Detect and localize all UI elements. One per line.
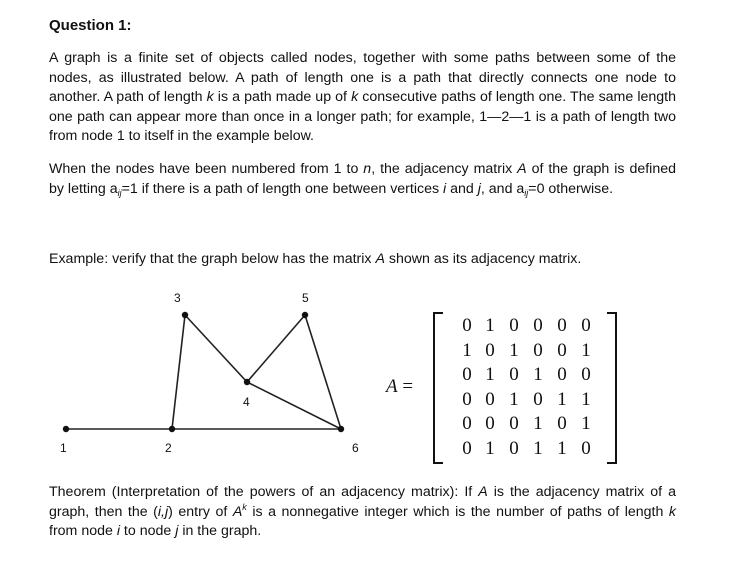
matrix-cell: 0	[462, 413, 472, 435]
text: of the graph is defined by letting a	[49, 161, 677, 197]
var-j: j	[477, 180, 481, 197]
matrix-cell: 1	[557, 388, 567, 410]
text: When the nodes have been numbered from 1 to	[49, 161, 364, 177]
matrix-cell: 1	[533, 438, 543, 459]
matrix-cell: 0	[462, 315, 472, 336]
text: consecutive paths of length one. The same length one path can appear more than once in a longer path; for example, 1—2—1 is a path of length two from node 1 to itself in the example below.	[49, 89, 676, 145]
edge-5-6	[305, 315, 341, 429]
var-j: j	[175, 523, 179, 540]
text: ) entry of	[168, 503, 233, 520]
matrix-cell: 1	[581, 339, 591, 361]
matrix-cell: 0	[557, 339, 567, 361]
node-4	[244, 379, 250, 385]
superscript-k: k	[242, 501, 247, 512]
matrix-cell: 1	[533, 364, 543, 386]
text: , and a	[480, 180, 525, 197]
subscript-ij: ij	[524, 187, 529, 198]
var-n: n	[363, 161, 372, 177]
matrix-cell: 0	[509, 438, 519, 459]
var-k: k	[206, 89, 214, 106]
node-label-4: 4	[243, 395, 250, 409]
matrix-cell: 0	[557, 364, 567, 386]
matrix-cell: 1	[533, 413, 543, 435]
text: is a path made up of	[213, 89, 352, 106]
node-3	[182, 312, 188, 318]
text: from node	[49, 523, 117, 540]
matrix-cell: 1	[485, 438, 495, 459]
matrix-cell: 0	[509, 315, 519, 336]
matrix-cell: 0	[533, 315, 543, 336]
var-A: A	[375, 251, 385, 267]
node-label-6: 6	[352, 441, 359, 455]
node-label-2: 2	[165, 441, 172, 455]
text: Theorem (Interpretation of the powers of an adjacency matrix): If	[49, 484, 479, 500]
matrix-cell: 1	[581, 388, 591, 410]
matrix-cell: 1	[485, 315, 495, 336]
question-title: Question 1:	[49, 17, 132, 34]
matrix-cell: 1	[462, 339, 472, 361]
edge-4-5	[247, 315, 305, 382]
var-i: i	[116, 523, 120, 540]
node-label-5: 5	[302, 291, 309, 305]
text: =0 otherwise.	[528, 180, 614, 197]
text: to node	[119, 523, 176, 540]
matrix-cell: 0	[557, 315, 567, 336]
edge-3-4	[185, 315, 247, 382]
matrix-cell: 0	[557, 413, 567, 435]
matrix-cell: 0	[533, 388, 543, 410]
matrix-cell: 0	[462, 438, 472, 459]
text: A graph is a finite set of objects called nodes, together with some paths between some of the nodes, as illustrated below. A path of length one is a path that directly connects one node to another. A path of length	[49, 50, 676, 106]
var-i: i	[443, 180, 447, 197]
matrix-cell: 0	[485, 413, 495, 435]
text: =1 if there is a path of length one between vertices	[121, 180, 444, 197]
matrix-cell: 0	[485, 388, 495, 410]
subscript-ij: ij	[117, 187, 122, 198]
equals-sign: =	[397, 376, 414, 397]
node-2	[169, 426, 175, 432]
edge-4-6	[247, 382, 341, 429]
text: , the adjacency matrix	[371, 161, 518, 177]
matrix-label	[386, 376, 413, 398]
matrix-cell: 0	[462, 388, 472, 410]
matrix-cell: 0	[581, 364, 591, 386]
var-A: A	[478, 484, 488, 500]
matrix-cell: 0	[581, 438, 591, 459]
text: and	[446, 180, 478, 197]
matrix-cell: 0	[509, 413, 519, 435]
left-bracket	[433, 312, 443, 464]
edge-2-3	[172, 315, 185, 429]
text: is a nonnegative integer which is the number of paths of length	[246, 503, 669, 520]
matrix-cell: 1	[509, 339, 519, 361]
matrix-cell: 1	[509, 388, 519, 410]
matrix-cell: 0	[485, 339, 495, 361]
var-k: k	[351, 89, 359, 106]
theorem-paragraph	[49, 483, 676, 542]
matrix-cell: 0	[581, 315, 591, 336]
right-bracket	[607, 312, 617, 464]
matrix-cell: 1	[581, 413, 591, 435]
matrix-cell: 0	[462, 364, 472, 386]
adjacency-matrix	[433, 312, 617, 462]
var-A: A	[232, 503, 243, 520]
var-ij: i,j	[157, 503, 169, 520]
node-label-3: 3	[174, 291, 181, 305]
var-A: A	[386, 376, 398, 397]
text: Example: verify that the graph below has the matrix	[49, 251, 376, 267]
matrix-cell: 1	[557, 438, 567, 459]
text: in the graph.	[178, 523, 262, 540]
matrix-cell: 0	[509, 364, 519, 386]
var-k: k	[668, 503, 676, 520]
matrix-cell: 1	[485, 364, 495, 386]
node-6	[338, 426, 344, 432]
node-5	[302, 312, 308, 318]
var-A: A	[517, 161, 527, 177]
node-label-1: 1	[60, 441, 67, 455]
node-1	[63, 426, 69, 432]
text: shown as its adjacency matrix.	[384, 251, 582, 267]
matrix-cell: 0	[533, 339, 543, 361]
text: is the adjacency matrix of a graph, then the (	[49, 484, 676, 520]
